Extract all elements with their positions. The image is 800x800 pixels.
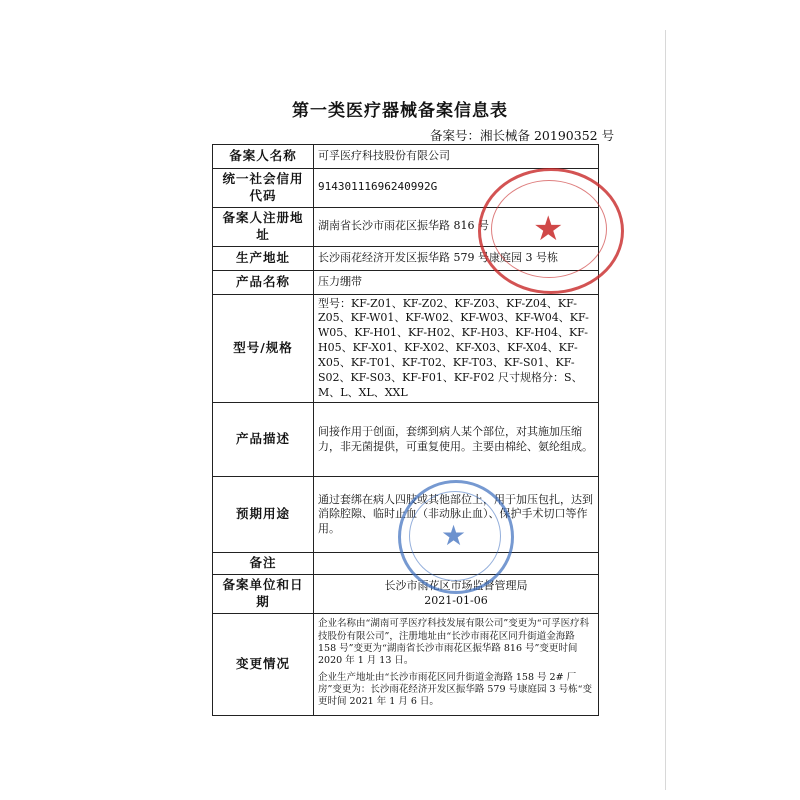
production-address-label: 生产地址 [213, 246, 314, 270]
table-row [213, 614, 599, 715]
product-name-value: 压力绷带 [314, 270, 599, 294]
table-row [213, 477, 599, 553]
table-row [213, 403, 599, 477]
table-row [213, 294, 599, 403]
scan-edge-line [665, 30, 666, 790]
filing-unit-label: 备案单位和日期 [213, 575, 314, 614]
company-seal-icon: ★ [478, 168, 624, 294]
record-number: 备案号：湘长械备 20190352 号 [430, 128, 615, 143]
intended-use-value: 通过套绑在病人四肢或其他部位上，用于加压包扎，达到消除腔隙、临时止血（非动脉止血）、保护手术切口等作用。 [314, 477, 599, 553]
table-row [213, 169, 599, 208]
record-table [212, 144, 599, 716]
model-spec-label: 型号/规格 [213, 294, 314, 403]
remarks-label: 备注 [213, 553, 314, 575]
description-label: 产品描述 [213, 403, 314, 477]
product-name-label: 产品名称 [213, 270, 314, 294]
change-entry-2: 企业生产地址由“长沙市雨花区同升街道金海路 158 号 2# 厂房”变更为：长沙雨花经济开发区振华路 579 号康庭园 3 号栋“变更时间 2021 年 1 月 6 日。 [318, 671, 592, 708]
document-title: 第一类医疗器械备案信息表 [292, 101, 508, 121]
filer-address-label: 备案人注册地址 [213, 207, 314, 246]
description-value: 间接作用于创面，套绑到病人某个部位，对其施加压缩力，非无菌提供，可重复使用。主要由棉纶、氨纶组成。 [314, 403, 599, 477]
filing-date: 2021-01-06 [424, 594, 488, 608]
filer-name-value: 可孚医疗科技股份有限公司 [314, 145, 599, 169]
filer-name-label: 备案人名称 [213, 145, 314, 169]
table-row [213, 270, 599, 294]
production-address-value: 长沙雨花经济开发区振华路 579 号康庭园 3 号栋 [314, 246, 599, 270]
credit-code-value: 91430111696240992G [314, 169, 599, 208]
changes-label: 变更情况 [213, 614, 314, 715]
table-row [213, 553, 599, 575]
remarks-value [314, 553, 599, 575]
change-entry-1: 企业名称由“湖南可孚医疗科技发展有限公司”变更为“可孚医疗科技股份有限公司”，注册地址由“长沙市雨花区同升街道金海路 158 号”变更为“湖南省长沙市雨花区振华路 816 号”变更时间 2020 年 1 月 13 日。 [318, 618, 590, 667]
official-seal-icon: ★ [398, 480, 514, 594]
table-row [213, 145, 599, 169]
credit-code-label: 统一社会信用代码 [213, 169, 314, 208]
filer-address-value: 湖南省长沙市雨花区振华路 816 号 [314, 207, 599, 246]
table-row [213, 246, 599, 270]
table-row [213, 575, 599, 614]
filing-unit-value: 长沙市雨花区市场监督管理局 [384, 579, 528, 593]
intended-use-label: 预期用途 [213, 477, 314, 553]
model-spec-value: 型号：KF-Z01、KF-Z02、KF-Z03、KF-Z04、KF-Z05、KF-W01、KF-W02、KF-W03、KF-W04、KF-W05、KF-H01、KF-H02、KF-H03、KF-H04、KF-H05、KF-X01、KF-X02、KF-X03、KF-X04、KF-X05、KF-T01、KF-T02、KF-T03、KF-S01、KF-S02、KF-S03、KF-F01、KF-F02 尺寸规格分：S、M、L、XL、XXL [314, 294, 599, 403]
table-row [213, 207, 599, 246]
